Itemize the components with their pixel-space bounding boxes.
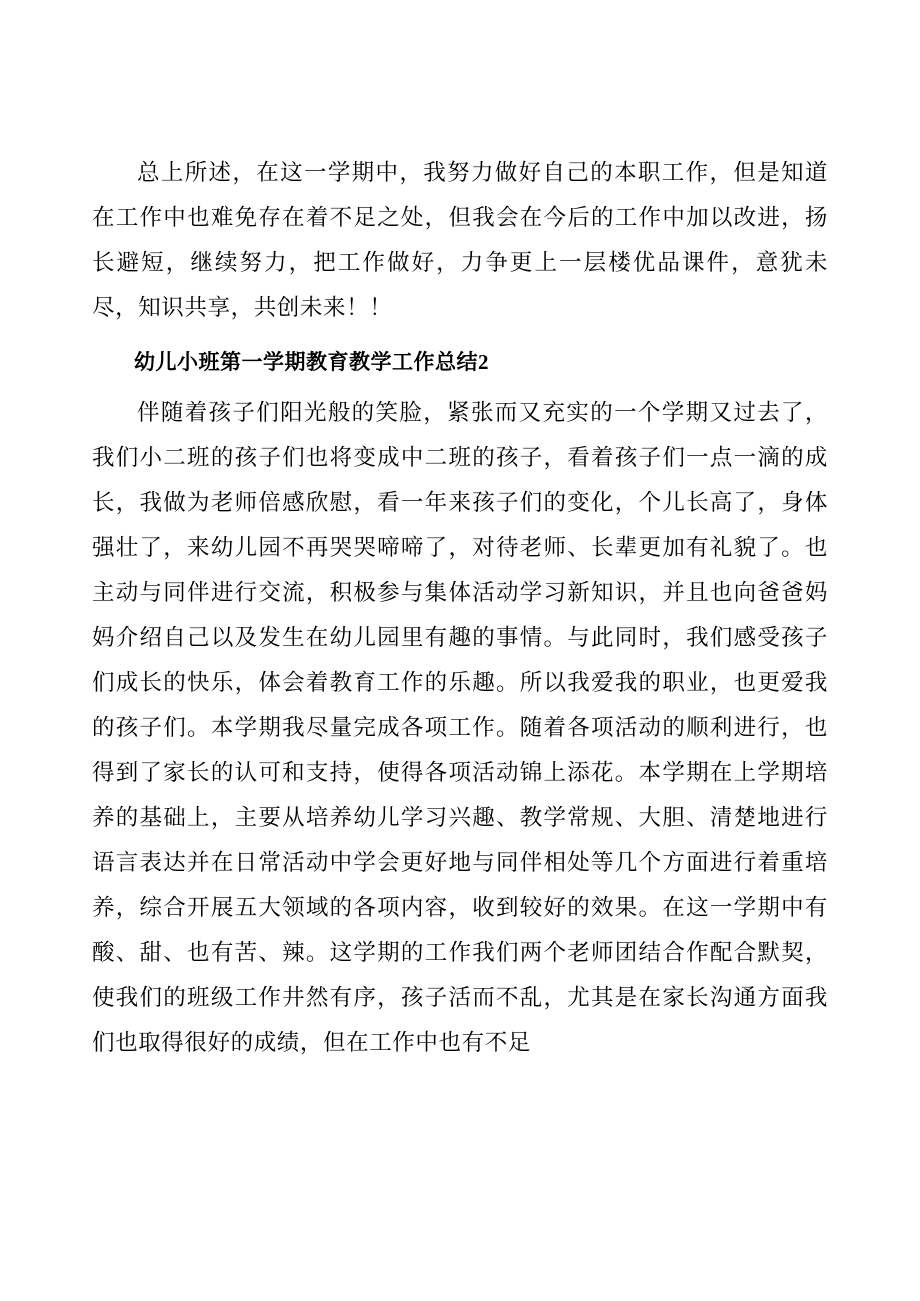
section-heading: 幼儿小班第一学期教育教学工作总结2: [134, 350, 489, 374]
body-paragraph: 伴随着孩子们阳光般的笑脸，紧张而又充实的一个学期又过去了，我们小二班的孩子们也将变成中二班的孩子，看着孩子们一点一滴的成长，我做为老师倍感欣慰，看一年来孩子们的变化，个儿长高了，身体强壮了，来幼儿园不再哭哭啼啼了，对待老师、长辈更加有礼貌了。也主动与同伴进行交流，积极参与集体活动学习新知识，并且也向爸爸妈妈介绍自己以及发生在幼儿园里有趣的事情。与此同时，我们感受孩子们成长的快乐，体会着教育工作的乐趣。所以我爱我的职业，也更爱我的孩子们。本学期我尽量完成各项工作。随着各项活动的顺利进行，也得到了家长的认可和支持，使得各项活动锦上添花。本学期在上学期培养的基础上，主要从培养幼儿学习兴趣、教学常规、大胆、清楚地进行语言表达并在日常活动中学会更好地与同伴相处等几个方面进行着重培养，综合开展五大领域的各项内容，收到较好的效果。在这一学期中有酸、甜、也有苦、辣。这学期的工作我们两个老师团结合作配合默契，使我们的班级工作井然有序，孩子活而不乱，尤其是在家长沟通方面我们也取得很好的成绩，但在工作中也有不足: [92, 400, 828, 1055]
closing-paragraph: 总上所述，在这一学期中，我努力做好自己的本职工作，但是知道在工作中也难免存在着不足之处，但我会在今后的工作中加以改进，扬长避短，继续努力，把工作做好，力争更上一层楼优品课件，意犹未尽，知识共享，共创未来！！: [92, 160, 828, 320]
paragraph-spacer: [92, 330, 828, 340]
